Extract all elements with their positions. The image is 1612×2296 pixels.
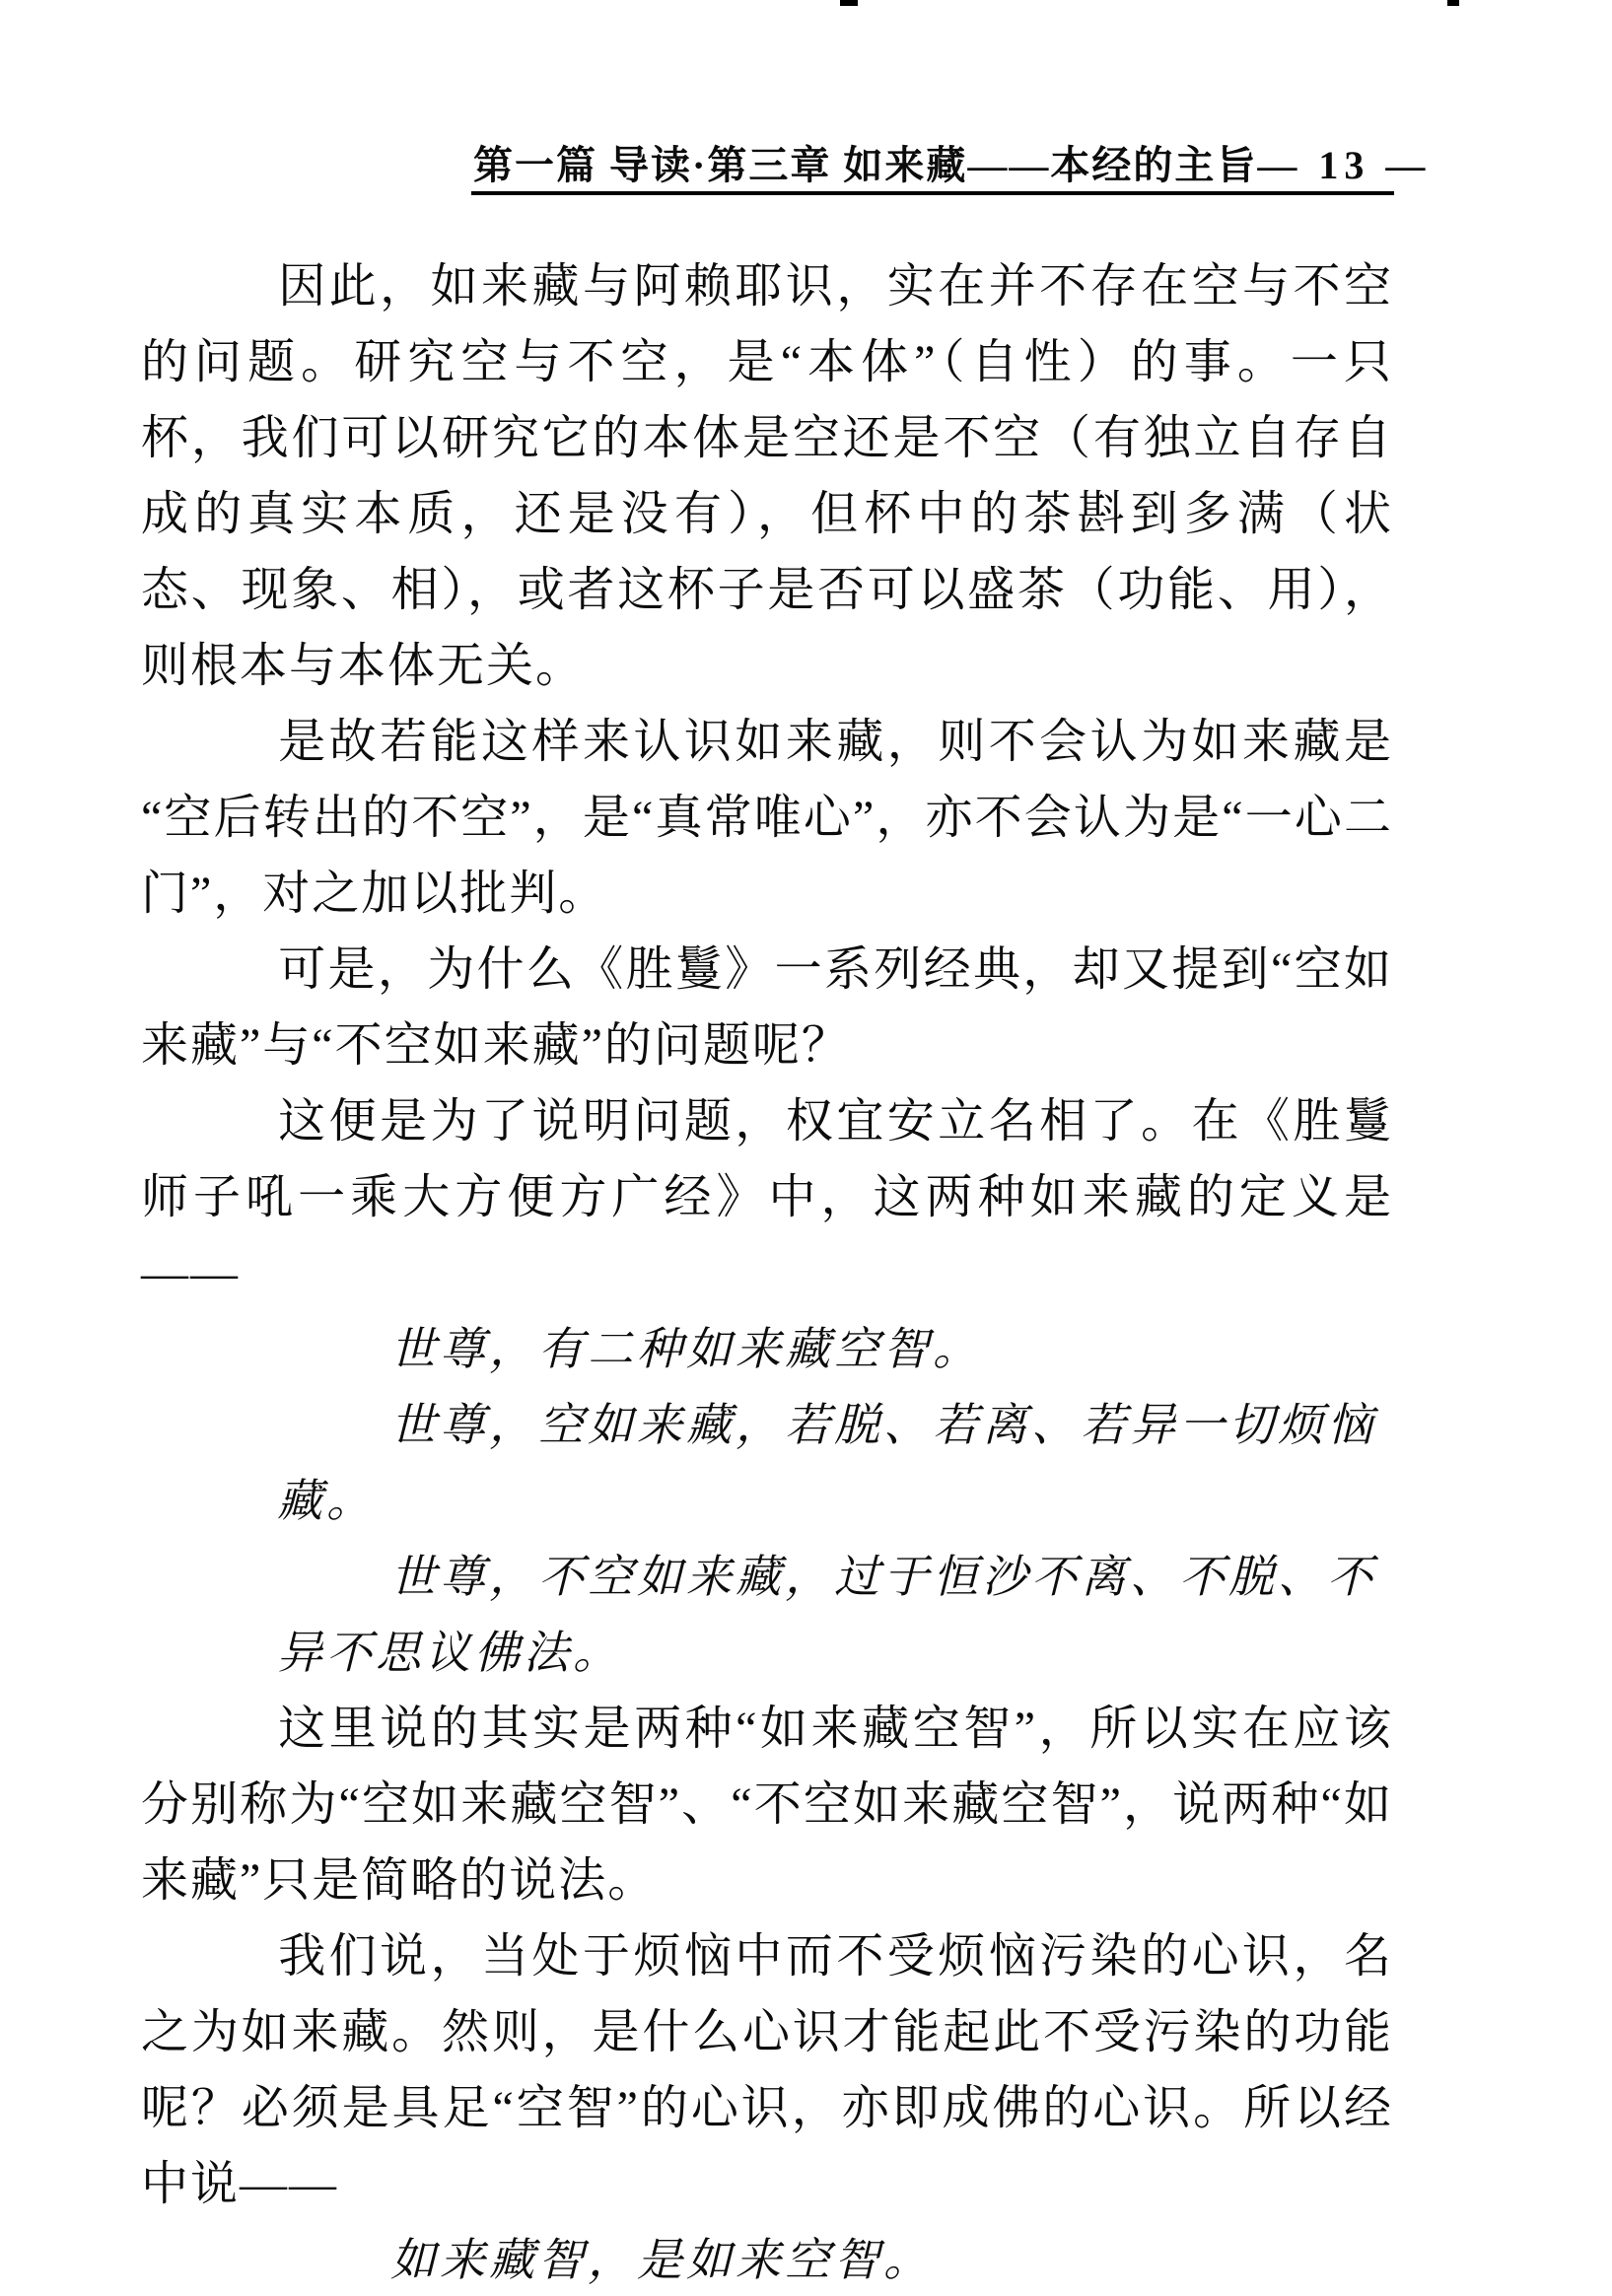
scan-artifact-speck xyxy=(840,0,858,6)
page-number: — 13 — xyxy=(1257,143,1432,187)
scripture-quote: 如来藏智，是如来空智。 xyxy=(390,2235,933,2285)
scripture-quote: 世尊，空如来藏，若脱、若离、若异一切烦恼藏。 xyxy=(277,1400,1376,1526)
scan-artifact-speck xyxy=(1447,0,1459,6)
paragraph: 这便是为了说明问题，权宜安立名相了。在《胜鬘师子吼一乘大方便方广经》中，这两种如来藏的定义是—— xyxy=(141,1095,1393,1299)
running-header xyxy=(473,134,1432,190)
paragraph: 是故若能这样来认识如来藏，则不会认为如来藏是“空后转出的不空”，是“真常唯心”，亦不会认为是“一心二门”，对之加以批判。 xyxy=(141,716,1393,920)
scripture-quote: 世尊，有二种如来藏空智。 xyxy=(390,1324,982,1374)
chapter-title: 第一篇 导读·第三章 如来藏——本经的主旨 xyxy=(473,143,1258,187)
page-content xyxy=(141,248,1393,2296)
paragraph: 因此，如来藏与阿赖耶识，实在并不存在空与不空的问题。研究空与不空，是“本体”（自性）的事。一只杯，我们可以研究它的本体是空还是不空（有独立自存自成的真实本质，还是没有），但杯中的茶斟到多满（状态、现象、相），或者这杯子是否可以盛茶（功能、用），则根本与本体无关。 xyxy=(141,260,1393,692)
header-rule xyxy=(471,191,1394,195)
scripture-quote: 世尊，不空如来藏，过于恒沙不离、不脱、不异不思议佛法。 xyxy=(277,1552,1376,1678)
paragraph: 这里说的其实是两种“如来藏空智”，所以实在应该分别称为“空如来藏空智”、“不空如来藏空智”，说两种“如来藏”只是简略的说法。 xyxy=(141,1703,1393,1907)
paragraph: 可是，为什么《胜鬘》一系列经典，却又提到“空如来藏”与“不空如来藏”的问题呢？ xyxy=(141,943,1393,1072)
paragraph: 我们说，当处于烦恼中而不受烦恼污染的心识，名之为如来藏。然则，是什么心识才能起此不受污染的功能呢？必须是具足“空智”的心识，亦即成佛的心识。所以经中说—— xyxy=(141,1930,1393,2210)
